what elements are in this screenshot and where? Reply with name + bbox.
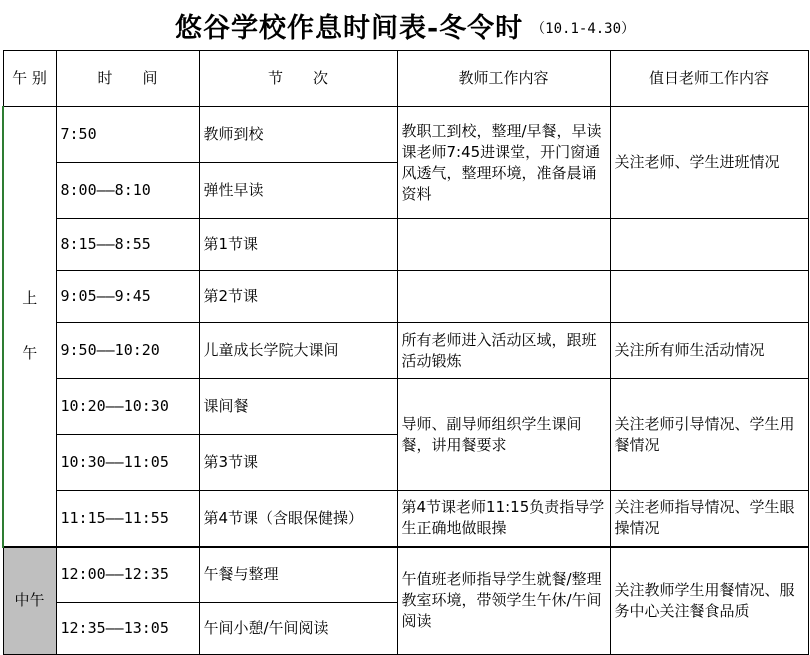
teacher-work-eye-exercise: 第4节课老师11:15负责指导学生正确地做眼操	[397, 491, 610, 547]
table-row	[3, 547, 808, 603]
session-cell: 教师到校	[199, 107, 397, 163]
session-cell: 第2节课	[199, 271, 397, 323]
table-row	[3, 491, 808, 547]
header-session: 节 次	[199, 51, 397, 107]
table-row	[3, 323, 808, 379]
header-period: 午 别	[3, 51, 56, 107]
session-cell: 午餐与整理	[199, 547, 397, 603]
session-cell: 第1节课	[199, 219, 397, 271]
duty-work-big-break: 关注所有师生活动情况	[610, 323, 808, 379]
period-noon: 中午	[3, 547, 56, 655]
page-title: 悠谷学校作息时间表-冬令时	[174, 12, 524, 44]
header-teacher-work: 教师工作内容	[397, 51, 610, 107]
time-cell: 10:30——11:05	[56, 435, 199, 491]
time-cell: 10:20——10:30	[56, 379, 199, 435]
time-cell: 9:05——9:45	[56, 271, 199, 323]
duty-work-arrival: 关注老师、学生进班情况	[610, 107, 808, 219]
session-cell: 第4节课（含眼保健操）	[199, 491, 397, 547]
header-row	[3, 51, 808, 107]
duty-work-lunch: 关注教师学生用餐情况、服务中心关注餐食品质	[610, 547, 808, 655]
duty-work-empty	[610, 219, 808, 271]
session-cell: 课间餐	[199, 379, 397, 435]
header-time: 时 间	[56, 51, 199, 107]
session-cell: 儿童成长学院大课间	[199, 323, 397, 379]
time-cell: 8:15——8:55	[56, 219, 199, 271]
period-morning-char1: 上	[22, 289, 38, 308]
time-cell: 8:00——8:10	[56, 163, 199, 219]
session-cell: 弹性早读	[199, 163, 397, 219]
time-cell: 11:15——11:55	[56, 491, 199, 547]
table-row	[3, 271, 808, 323]
teacher-work-empty	[397, 271, 610, 323]
teacher-work-snack: 导师、副导师组织学生课间餐，讲用餐要求	[397, 379, 610, 491]
teacher-work-lunch: 午值班老师指导学生就餐/整理教室环境，带领学生午休/午间阅读	[397, 547, 610, 655]
time-cell: 9:50——10:20	[56, 323, 199, 379]
table-row	[3, 379, 808, 435]
time-cell: 12:00——12:35	[56, 547, 199, 603]
schedule-table	[2, 50, 809, 655]
duty-work-eye-exercise: 关注老师指导情况、学生眼操情况	[610, 491, 808, 547]
header-duty-work: 值日老师工作内容	[610, 51, 808, 107]
duty-work-empty	[610, 271, 808, 323]
date-range: （10.1-4.30）	[531, 21, 636, 37]
page-title-bar	[0, 0, 810, 50]
time-cell: 7:50	[56, 107, 199, 163]
session-cell: 第3节课	[199, 435, 397, 491]
duty-work-snack: 关注老师引导情况、学生用餐情况	[610, 379, 808, 491]
session-cell: 午间小憩/午间阅读	[199, 603, 397, 655]
table-row	[3, 107, 808, 163]
period-morning-char2: 午	[22, 344, 38, 363]
period-morning	[3, 107, 56, 547]
teacher-work-empty	[397, 219, 610, 271]
teacher-work-big-break: 所有老师进入活动区域，跟班活动锻炼	[397, 323, 610, 379]
teacher-work-arrival: 教职工到校，整理/早餐，早读课老师7:45进课堂，开门窗通风透气，整理环境，准备晨诵资料	[397, 107, 610, 219]
table-row	[3, 219, 808, 271]
time-cell: 12:35——13:05	[56, 603, 199, 655]
